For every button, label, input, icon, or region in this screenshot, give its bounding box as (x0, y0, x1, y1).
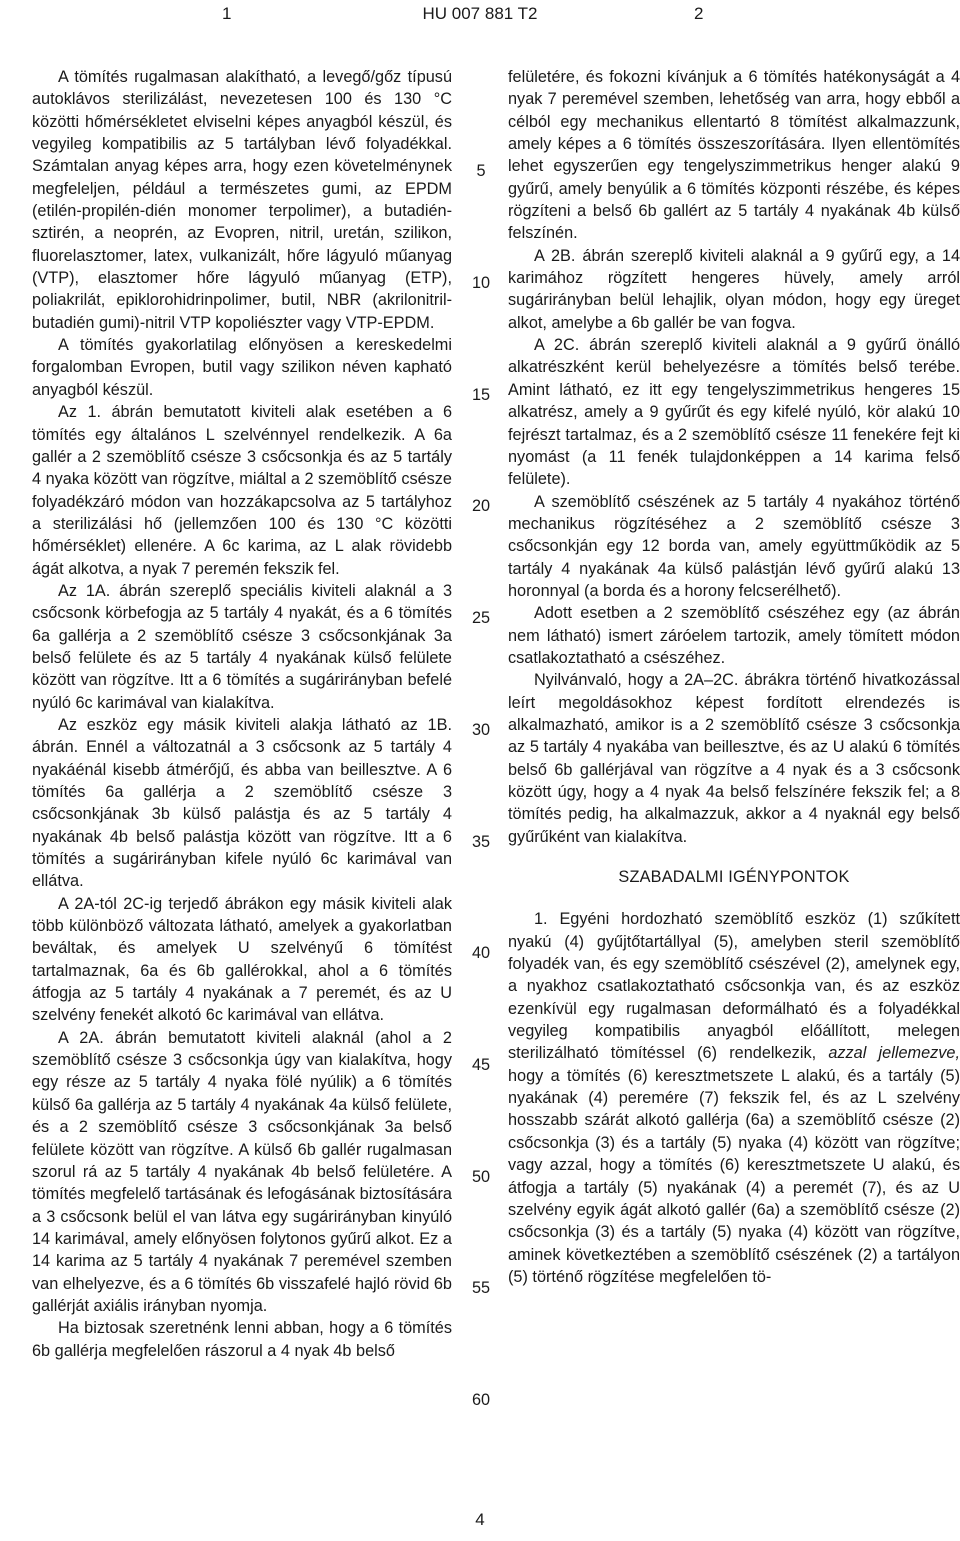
claim-1-text-before: 1. Egyéni hordozható szemöblítő eszköz (1) szűkített nyakú (4) gyűjtőtartállyal (5), amelyben steril szemöblítő folyadék van, és egy szemöblítő csészével (2), amelynek egy, a nyakhoz csatlakoztatható csőcsonkja van, és az eszköz ezenkívül egy rugalmasan deformálható és a folyadékkal vegyileg kompatibilis anyagból előállított, melegen sterilizálható tömítéssel (6) rendelkezik, (508, 910, 960, 1063)
paragraph: Az 1A. ábrán szereplő speciális kiviteli alaknál a 3 csőcsonk körbefogja az 5 tartály 4 nyakát, és a 6 tömítés 6a gallérja a 2 szemöblítő csésze 3 csőcsonkjának 3a belső felülete és az 5 tartály 4 nyakának külső felülete között van rögzítve. Itt a 6 tömítés a sugárirányban befelé nyúló 6c karimával van kialakítva. (32, 581, 452, 712)
line-number: 5 (476, 162, 486, 180)
left-column (32, 66, 452, 1362)
page-footer-number: 4 (475, 1510, 485, 1529)
line-number: 15 (471, 386, 491, 404)
line-number: 60 (471, 1391, 491, 1409)
paragraph: A 2C. ábrán szereplő kiviteli alaknál a 9 gyűrű önálló alkatrészként kerül behelyezésre a tömítés belső terébe. Amint látható, ez itt egy tengelyszimmetrikus hengeres 15 alkatrész, amely a 9 gyűrűt és egy kifelé nyúló, kör alakú 10 fejrészt tartalmaz, és a 2 szemöblítő csésze 11 fenekére fejt ki nyomást (a 11 fenék tulajdonképpen a 14 karima felső felülete). (508, 336, 960, 489)
line-number: 55 (471, 1279, 491, 1297)
paragraph: A szemöblítő csészének az 5 tartály 4 nyakához történő mechanikus rögzítéséhez a 2 szemöblítő csésze 3 csőcsonkján egy 12 borda van, amely együttműködik az 5 tartály 4 nyakának 4a külső palástján lévő gyűrű alakú 13 horonnyal (a borda és a horony felcserélhető). (508, 492, 960, 600)
paragraph: A 2A. ábrán bemutatott kiviteli alaknál (ahol a 2 szemöblítő csésze 3 csőcsonkja úgy van kialakítva, hogy egy része az 5 tartály 4 nyaka fölé nyúlik) a 6 tömítés külső 6a gallérja az 5 tartály 4 nyakának 4a külső felülete, és a 2 szemöblítő csésze 3 csőcsonkjának 3a belső felülete között van rögzítve. A külső 6b gallér rugalmasan szorul rá az 5 tartály 4 nyakának 4b belső felületére. A tömítés megfelelő tartásának és lefogásának biztosítására a 3 csőcsonk belül el van látva egy sugárirányban kinyúló 14 karimával, amely előnyösen folytonos gyűrű alkot. Ez a 14 karima az 5 tartály 4 nyakának 7 peremével szemben van elhelyezve, és a 6 tömítés 6b visszafelé hajló rövid 6b gallérját axiális irányban nyomja. (32, 1028, 452, 1315)
paragraph: Ha biztosak szeretnénk lenni abban, hogy a 6 tömítés 6b gallérja megfelelően rászorul a 4 nyak 4b belső (32, 1319, 452, 1360)
line-number: 25 (471, 609, 491, 627)
left-page-number: 1 (222, 4, 232, 23)
claims-heading: SZABADALMI IGÉNYPONTOK (618, 868, 850, 887)
line-number: 50 (471, 1168, 491, 1186)
paragraph: A 2A-tól 2C-ig terjedő ábrákon egy másik kiviteli alak több különböző változata látható, amelyek a gyakorlatban beváltak, és amelyek U szelvényű 6 tömítést tartalmaznak, 6a és 6b gallérokkal, ahol a 6 tömítés átfogja az 5 tartály 4 nyakának a 7 peremét, és az U szelvény fenekét alkotó 6c karimával van ellátva. (32, 894, 452, 1025)
claim-1-text-after: hogy a tömítés (6) keresztmetszete L alakú, és a tartály (5) nyakának (4) peremére (7) fekszik fel, és az L szelvény hosszabb szárát alkotó gallérja (6a) a szemöblítő csésze (2) csőcsonkja (3) és a tartály (5) nyaka (4) között van rögzítve; vagy azzal, hogy a tömítés (6) keresztmetszete U alakú, és átfogja a tartály (5) nyakának (4) a peremét (7), és az U szelvény egyik ágát alkotó gallér (6a) a szemöblítő csésze (2) csőcsonkja (3) és a tartály (5) nyaka (4) között van rögzítve, aminek következtében a szemöblítő csészének (2) a tartályon (5) történő rögzítése megfelelően tö- (508, 1066, 960, 1286)
patent-id: HU 007 881 T2 (422, 4, 538, 23)
line-number: 45 (471, 1056, 491, 1074)
page-header (0, 0, 960, 32)
line-number: 20 (471, 497, 491, 515)
right-page-number: 2 (694, 4, 704, 23)
paragraph: felületére, és fokozni kívánjuk a 6 tömítés hatékonyságát a 4 nyak 7 peremével szemben, lehetőség van arra, hogy ebből a célból egy mechanikus ellentartó 8 tömítést alkalmazzunk, amely képes a 6 tömítés összeszorítására. Ilyen ellentömítés lehet egyszerűen egy tengelyszimmetrikus henger alakú 9 gyűrű, amely benyúlik a 6 tömítés központi részébe, és képes rögzíteni a belső 6b gallért az 5 tartály 4 nyakának 4b külső felszínén. (508, 68, 960, 243)
paragraph: A tömítés rugalmasan alakítható, a levegő/gőz típusú autoklávos sterilizálást, nevezetesen 100 és 130 °C közötti hőmérsékletet elviselni képes anyagból készül, és vegyileg kompatibilis az 5 tartályban lévő folyadékkal. Számtalan anyag képes arra, hogy ezen követelménynek megfeleljen, például a természetes gumi, az EPDM (etilén-propilén-dién monomer terpolimer), a butadién-sztirén, a neoprén, az Evopren, nitril, uretán, szilikon, fluorelasztomer, latex, vulkanizált, hőre lágyuló műanyag (VTP), elasztomer hőre lágyuló műanyag (ETP), poliakrilát, epiklorohidrinpolimer, butil, NBR (akrilonitril-butadién gumi)-nitril VTP kopoliészter vagy VTP-EPDM. (32, 68, 452, 332)
line-number: 35 (471, 833, 491, 851)
line-number: 40 (471, 944, 491, 962)
paragraph: Az eszköz egy másik kiviteli alakja látható az 1B. ábrán. Ennél a változatnál a 3 csőcsonk az 5 tartály 4 nyakáénál kisebb átmérőjű, és abba van beillesztve. A 6 tömítés 6a gallérja a 2 szemöblítő csésze 3 csőcsonkjának 3b külső palástja és az 5 tartály 4 nyakának 4b belső palástja között van rögzítve. Itt a 6 tömítés a sugárirányban kifele nyúló 6c karimával van ellátva. (32, 715, 452, 891)
paragraph: A 2B. ábrán szereplő kiviteli alaknál a 9 gyűrű egy, a 14 karimához rögzített hengeres hüvely, amely arról sugárirányban belül lehajlik, olyan módon, hogy egy üreget alkot, amelybe a 6b gallér be van fogva. (508, 246, 960, 332)
paragraph: A tömítés gyakorlatilag előnyösen a kereskedelmi forgalomban Evropen, butil vagy szilikon néven kapható anyagból készül. (32, 336, 452, 399)
claim-1-emphasis: azzal jellemezve, (828, 1044, 960, 1063)
paragraph: Adott esetben a 2 szemöblítő csészéhez egy (az ábrán nem látható) ismert záróelem tartozik, amely tömített módon csatlakoztatható a csészéhez. (508, 604, 960, 667)
line-number: 10 (471, 274, 491, 292)
paragraph: Az 1. ábrán bemutatott kiviteli alak esetében a 6 tömítés egy általános L szelvénnyel rendelkezik. A 6a gallér a 2 szemöblítő csésze 3 csőcsonkja és az 5 tartály 4 nyaka között van rögzítve, miáltal a 2 szemöblítő csésze folyadékzáró módon van hozzákapcsolva az 5 tartályhoz a sterilizálási hő (jellemzően 100 és 130 °C közötti hőmérséklet) ellenére. A 6c karima, az L alak rövidebb ágát alkotva, a nyak 7 peremén fekszik fel. (32, 403, 452, 578)
right-column (508, 66, 960, 1288)
claim-1 (508, 908, 960, 1288)
line-number: 30 (471, 721, 491, 739)
paragraph: Nyilvánvaló, hogy a 2A–2C. ábrákra történő hivatkozással leírt megoldásokhoz képest fordított elrendezés is alkalmazható, amikor is a 2 szemöblítő csésze 3 csőcsonkja az 5 tartály 4 nyakába van beillesztve, és az U alakú 6 tömítés belső 6b gallérjával van rögzítve a 4 nyak és a 3 csőcsonk között úgy, hogy a 4 nyak 4a belső felszínére fekszik fel; a 8 tömítés pedig, ha alkalmazzuk, akkor a 4 nyaknál egy belső gyűrűként van kialakítva. (508, 671, 960, 846)
